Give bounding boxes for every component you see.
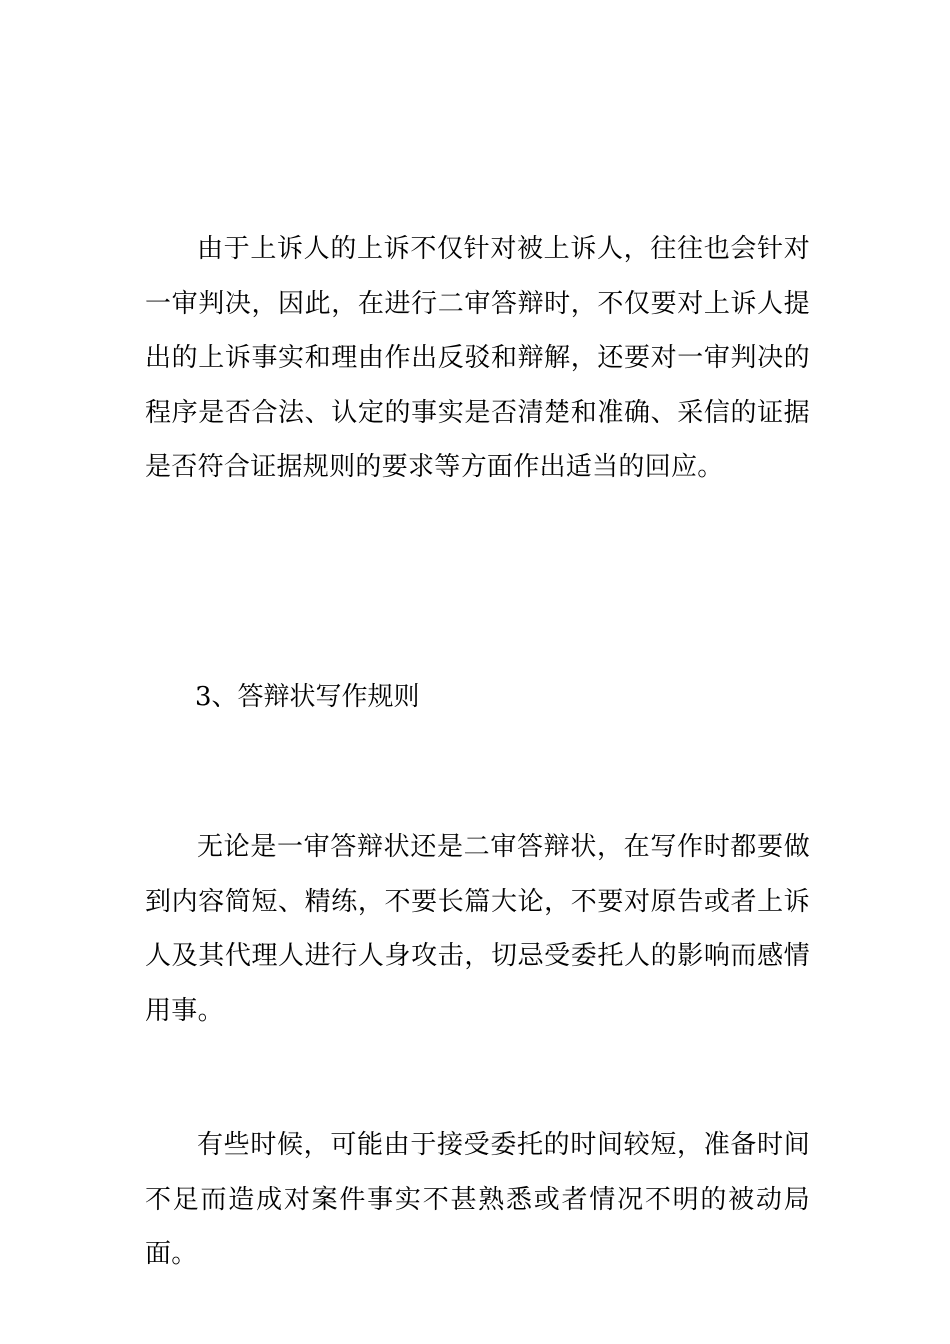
body-paragraph: 有些时候，可能由于接受委托的时间较短，准备时间不足而造成对案件事实不甚熟悉或者情况不明的被动局面。 bbox=[145, 1130, 810, 1269]
body-paragraph: 由于上诉人的上诉不仅针对被上诉人，往往也会针对一审判决，因此，在进行二审答辩时，不仅要对上诉人提出的上诉事实和理由作出反驳和辩解，还要对一审判决的程序是否合法、认定的事实是否清楚和准确、采信的证据是否符合证据规则的要求等方面作出适当的回应。 bbox=[145, 234, 810, 482]
body-paragraph: 无论是一审答辩状还是二审答辩状，在写作时都要做到内容简短、精练，不要长篇大论，不要对原告或者上诉人及其代理人进行人身攻击，切忌受委托人的影响而感情用事。 bbox=[145, 832, 810, 1026]
section-heading: 3、答辩状写作规则 bbox=[195, 682, 420, 712]
